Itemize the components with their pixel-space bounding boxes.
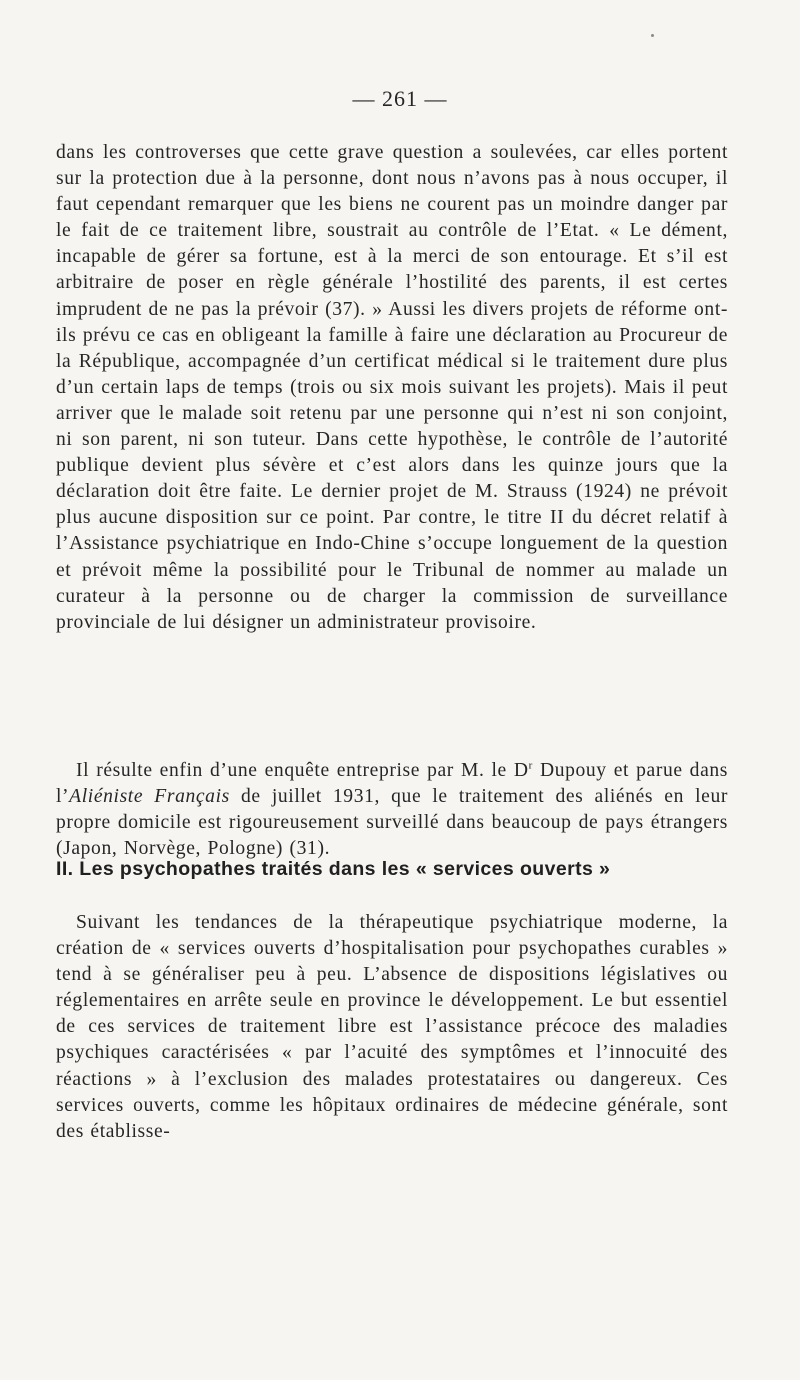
- paragraph-2-part-2: Dupouy et parue dans l’: [56, 760, 728, 808]
- journal-title: Aliéniste Français: [69, 786, 230, 808]
- paragraph-3: [56, 910, 728, 1145]
- paragraph-1-text: dans les controverses que cette grave question a soulevées, car elles portent sur la protection due à la personne, dont nous n’avons pas à nous occuper, il faut cependant remarquer que les biens ne courent pas un moindre danger par le fait de ce traitement libre, soustrait au contrôle de l’Etat. « Le dément, incapable de gérer sa fortune, est à la merci de son entourage. Et s’il est arbitraire de poser en règle générale l’hostilité des parents, il est certes imprudent de ne pas la prévoir (37). » Aussi les divers projets de réforme ont-ils prévu ce cas en obligeant la famille à faire une déclaration au Procureur de la République, accompagnée d’un certificat médical si le traitement dure plus d’un certain laps de temps (trois ou six mois suivant les projets). Mais il peut arriver que le malade soit retenu par une personne qui n’est ni son conjoint, ni son parent, ni son tuteur. Dans cette hypothèse, le contrôle de l’autorité publique devient plus sévère et c’est alors dans les quinze jours que la déclaration doit être faite. Le dernier projet de M. Strauss (1924) ne prévoit plus aucune disposition sur ce point. Par contre, le titre II du décret relatif à l’Assistance psychiatrique en Indo-Chine s’occupe longuement de la question et prévoit même la possibilité pour le Tribunal de nommer au malade un curateur à la personne ou de charger la commission de surveillance provinciale de lui désigner un administrateur provisoire.: [56, 142, 728, 633]
- paragraph-3-text: Suivant les tendances de la thérapeutique psychiatrique moderne, la création de « services ouverts d’hospitalisation pour psychopathes curables » tend à se généraliser peu à peu. L’absence de dispositions législatives ou réglementaires en arrête seule en province le développement. Le but essentiel de ces services de traitement libre est l’assistance précoce des maladies psychiques caractérisées « par l’acuité des symptômes et l’innocuité des réactions » à l’exclusion des malades protestataires ou dangereux. Ces services ouverts, comme les hôpitaux ordinaires de médecine générale, sont des établisse-: [56, 912, 728, 1142]
- paragraph-2: [56, 758, 728, 862]
- section-heading: II. Les psychopathes traités dans les « services ouverts »: [56, 858, 611, 880]
- paragraph-2-part-3: de juillet 1931, que le traitement des aliénés en leur propre domicile est rigoureusement surveillé dans beaucoup de pays étrangers (Japon, Norvège, Pologne) (31).: [56, 786, 728, 860]
- paragraph-1: [56, 140, 728, 636]
- doctor-abbrev-superscript: r: [528, 759, 533, 772]
- paragraph-2-text: [56, 758, 728, 862]
- page-number: — 261 —: [352, 86, 448, 111]
- scan-speck: [651, 34, 654, 37]
- paragraph-2-part-1: Il résulte enfin d’une enquête entreprise par M. le D: [76, 760, 529, 781]
